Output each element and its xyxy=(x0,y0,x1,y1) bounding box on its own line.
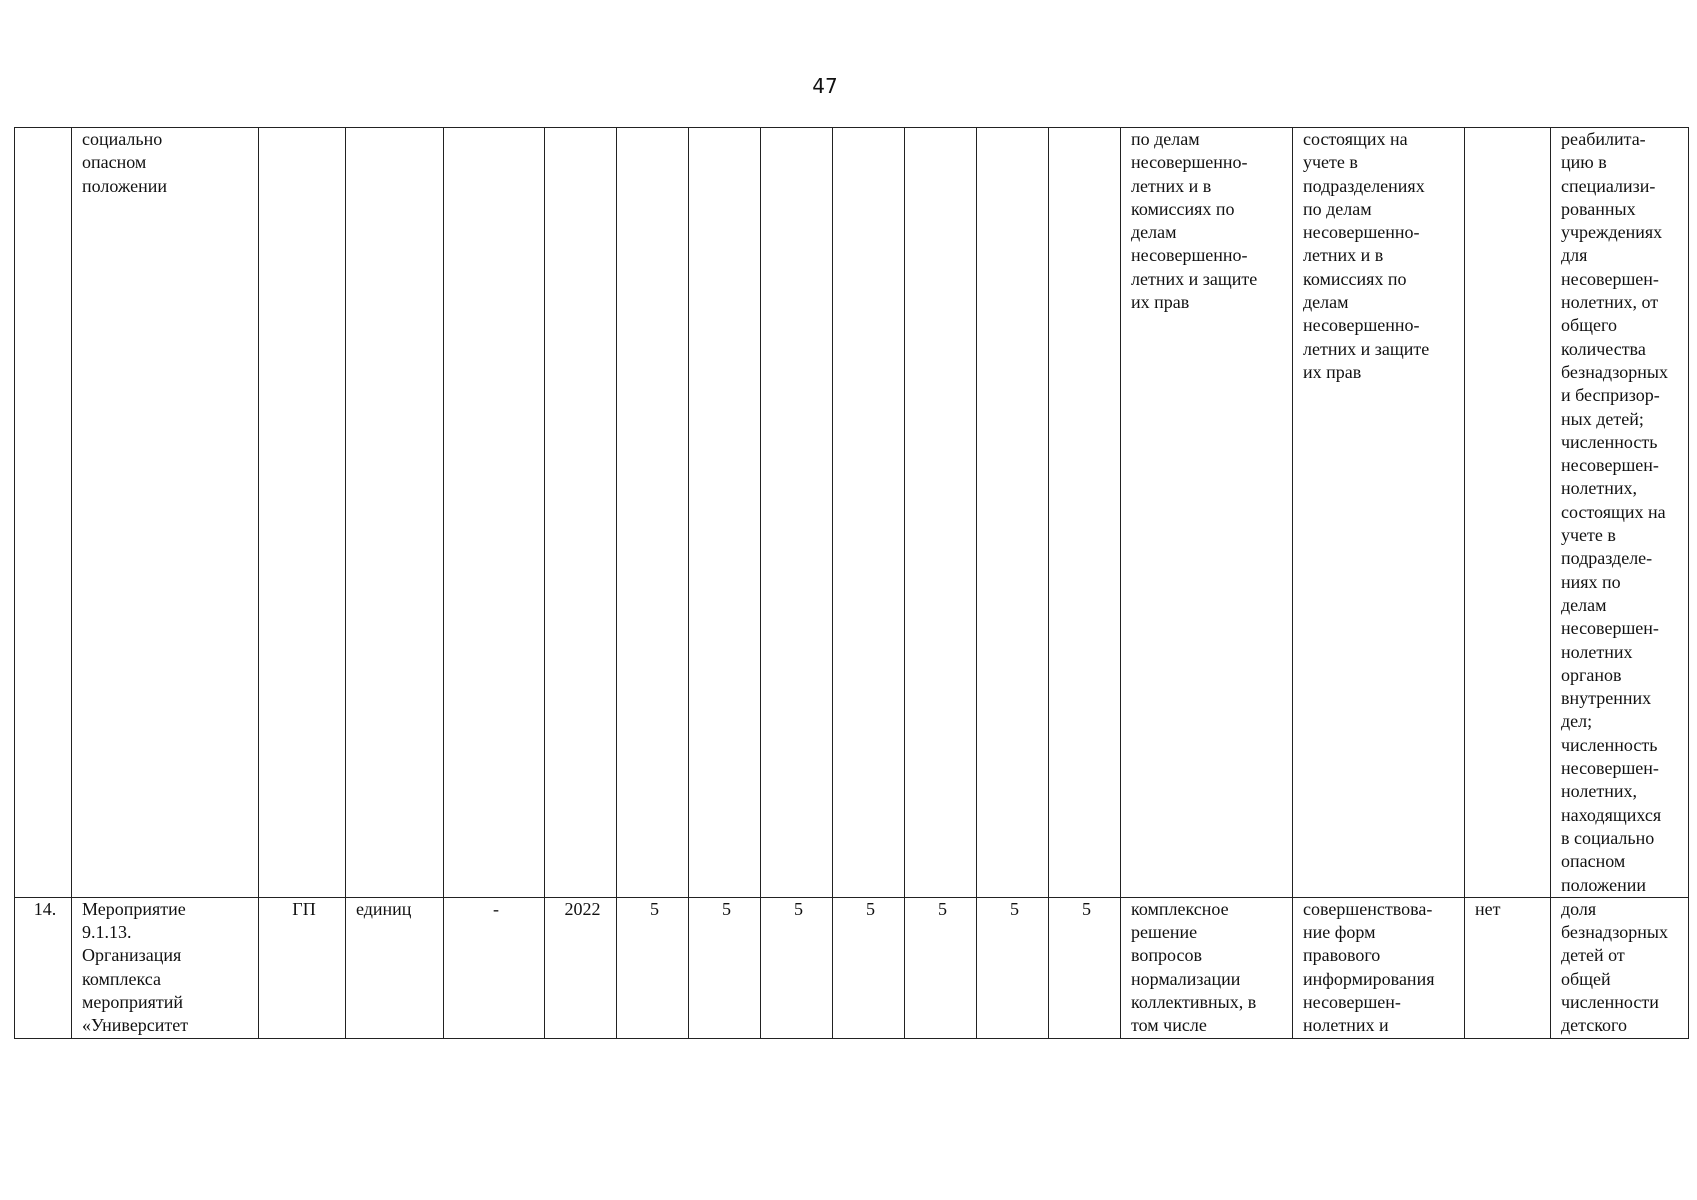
cell-value-5 xyxy=(905,128,977,898)
cell-executor: ГП xyxy=(259,897,346,1038)
cell-year: 2022 xyxy=(545,897,617,1038)
cell-indicator: доля безнадзорных детей от общей численности детского xyxy=(1551,897,1689,1038)
table-row xyxy=(15,897,1689,1038)
cell-risks: нет xyxy=(1465,897,1551,1038)
table-row xyxy=(15,128,1689,898)
cell-value-3 xyxy=(761,128,833,898)
cell-number xyxy=(15,128,72,898)
cell-value-6: 5 xyxy=(977,897,1049,1038)
cell-number: 14. xyxy=(15,897,72,1038)
measures-table xyxy=(14,127,1689,1039)
cell-base-value: - xyxy=(444,897,545,1038)
cell-value-1 xyxy=(617,128,689,898)
cell-unit: единиц xyxy=(346,897,444,1038)
cell-expected-result: по делам несовершенно- летних и в комиссиях по делам несовершенно- летних и защите их прав xyxy=(1121,128,1293,898)
cell-measure-name: социально опасном положении xyxy=(72,128,259,898)
cell-unit xyxy=(346,128,444,898)
cell-value-6 xyxy=(977,128,1049,898)
cell-value-4 xyxy=(833,128,905,898)
cell-consequence: состоящих на учете в подразделениях по делам несовершенно- летних и в комиссиях по делам несовершенно- летних и защите их прав xyxy=(1293,128,1465,898)
page-number: 47 xyxy=(812,74,838,98)
cell-risks xyxy=(1465,128,1551,898)
cell-value-7 xyxy=(1049,128,1121,898)
cell-value-2 xyxy=(689,128,761,898)
cell-consequence: совершенствова- ние форм правового информирования несовершен- нолетних и xyxy=(1293,897,1465,1038)
cell-value-1: 5 xyxy=(617,897,689,1038)
cell-value-3: 5 xyxy=(761,897,833,1038)
cell-base-value xyxy=(444,128,545,898)
cell-year xyxy=(545,128,617,898)
cell-expected-result: комплексное решение вопросов нормализации коллективных, в том числе xyxy=(1121,897,1293,1038)
cell-measure-name: Мероприятие 9.1.13. Организация комплекса мероприятий «Университет xyxy=(72,897,259,1038)
cell-value-5: 5 xyxy=(905,897,977,1038)
cell-executor xyxy=(259,128,346,898)
cell-value-2: 5 xyxy=(689,897,761,1038)
cell-value-7: 5 xyxy=(1049,897,1121,1038)
cell-indicator: реабилита- цию в специализи- рованных учреждениях для несовершен- нолетних, от общего количества безнадзорных и беспризор- ных детей; численность несовершен- нолетних, состоящих на учете в подразделе- ниях по делам несовершен- нолетних органов внутренних дел; численность несовершен- нолетних, находящихся в социально опасном положении xyxy=(1551,128,1689,898)
cell-value-4: 5 xyxy=(833,897,905,1038)
